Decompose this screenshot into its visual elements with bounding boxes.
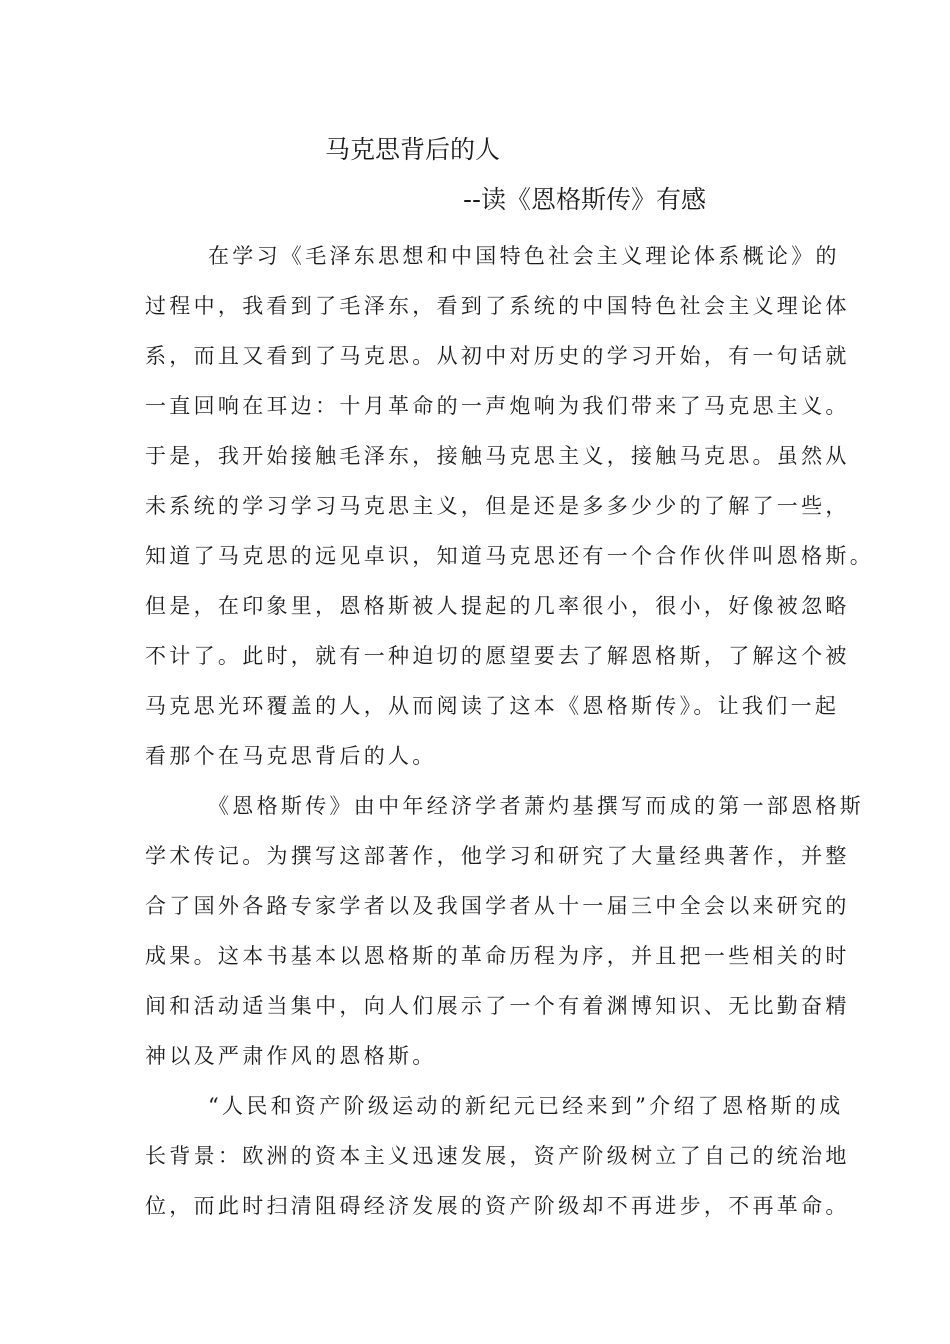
document-subtitle: --读《恩格斯传》有感 <box>463 185 707 214</box>
text-line: 位，而此时扫清阻碍经济发展的资产阶级却不再进步，不再革命。 <box>145 1194 850 1218</box>
text-line: 间和活动适当集中，向人们展示了一个有着渊博知识、无比勤奋精 <box>145 994 850 1018</box>
text-line: 不计了。此时，就有一种迫切的愿望要去了解恩格斯，了解这个被 <box>145 644 850 668</box>
text-line: 过程中，我看到了毛泽东，看到了系统的中国特色社会主义理论体 <box>145 294 850 318</box>
text-line: 长背景：欧洲的资本主义迅速发展，资产阶级树立了自己的统治地 <box>145 1144 850 1168</box>
text-line: 于是，我开始接触毛泽东，接触马克思主义，接触马克思。虽然从 <box>145 444 850 468</box>
text-line: 未系统的学习学习马克思主义，但是还是多多少少的了解了一些， <box>145 494 850 518</box>
text-line: 学术传记。为撰写这部著作，他学习和研究了大量经典著作，并整 <box>145 844 850 868</box>
text-line: 但是，在印象里，恩格斯被人提起的几率很小，很小，好像被忽略 <box>145 594 850 618</box>
text-line: 系，而且又看到了马克思。从初中对历史的学习开始，有一句话就 <box>145 344 850 368</box>
text-line: 合了国外各路专家学者以及我国学者从十一届三中全会以来研究的 <box>145 894 850 918</box>
text-line: “人民和资产阶级运动的新纪元已经来到”介绍了恩格斯的成 <box>208 1094 844 1118</box>
text-line: 看那个在马克思背后的人。 <box>145 744 437 768</box>
text-line: 马克思光环覆盖的人，从而阅读了这本《恩格斯传》。让我们一起 <box>145 694 840 718</box>
text-line: 在学习《毛泽东思想和中国特色社会主义理论体系概论》的 <box>208 244 840 268</box>
text-line: 成果。这本书基本以恩格斯的革命历程为序，并且把一些相关的时 <box>145 944 850 968</box>
document-body <box>145 231 874 1231</box>
text-line: 《恩格斯传》由中年经济学者萧灼基撰写而成的第一部恩格斯 <box>208 794 865 818</box>
text-line: 神以及严肃作风的恩格斯。 <box>145 1044 437 1068</box>
text-line: 一直回响在耳边：十月革命的一声炮响为我们带来了马克思主义。 <box>145 394 850 418</box>
text-line: 知道了马克思的远见卓识，知道马克思还有一个合作伙伴叫恩格斯。 <box>145 544 874 568</box>
document-title: 马克思背后的人 <box>325 135 501 164</box>
